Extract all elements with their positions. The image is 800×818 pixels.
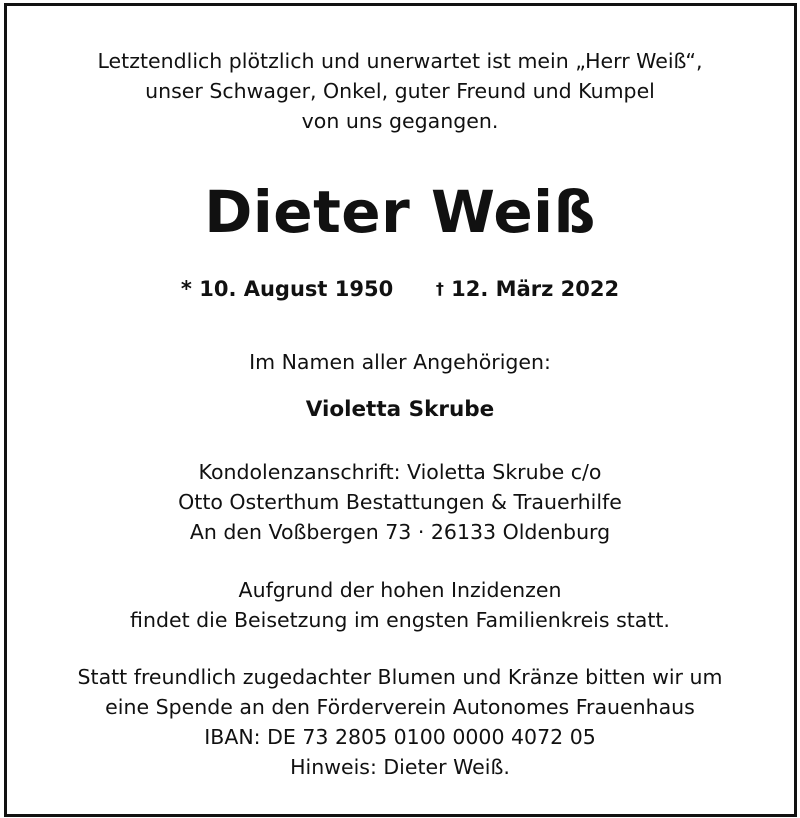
signature-intro: Im Namen aller Angehörigen:: [249, 350, 551, 374]
intro-line-1: Letztendlich plötzlich und unerwartet ist mein „Herr Weiß“,: [97, 49, 703, 73]
donation-request: [0, 662, 800, 782]
notice-line-1: Aufgrund der hohen Inzidenzen: [238, 578, 562, 602]
donation-line-1: Statt freundlich zugedachter Blumen und Kränze bitten wir um: [77, 665, 723, 689]
intro-text: [0, 46, 800, 136]
donation-iban: IBAN: DE 73 2805 0100 0000 4072 05: [204, 725, 596, 749]
funeral-notice: [0, 575, 800, 635]
birth-symbol: *: [180, 277, 192, 301]
address-line-1: Kondolenzanschrift: Violetta Skrube c/o: [198, 460, 602, 484]
address-line-3: An den Voßbergen 73 · 26133 Oldenburg: [189, 520, 611, 544]
birth-date: 10. August 1950: [199, 277, 394, 301]
death-symbol: †: [435, 279, 444, 298]
signature-name: Violetta Skrube: [305, 397, 495, 422]
donation-line-2: eine Spende an den Förderverein Autonomes Frauenhaus: [105, 695, 695, 719]
condolence-address: [0, 457, 800, 547]
notice-line-2: findet die Beisetzung im engsten Familienkreis statt.: [130, 608, 670, 632]
intro-line-2: unser Schwager, Onkel, guter Freund und Kumpel: [145, 79, 655, 103]
address-line-2: Otto Osterthum Bestattungen & Trauerhilfe: [178, 490, 622, 514]
donation-reference: Hinweis: Dieter Weiß.: [290, 755, 510, 779]
deceased-name: Dieter Weiß: [204, 178, 596, 246]
intro-line-3: von uns gegangen.: [301, 109, 499, 133]
death-date: 12. März 2022: [451, 277, 620, 301]
life-dates: [0, 272, 800, 306]
